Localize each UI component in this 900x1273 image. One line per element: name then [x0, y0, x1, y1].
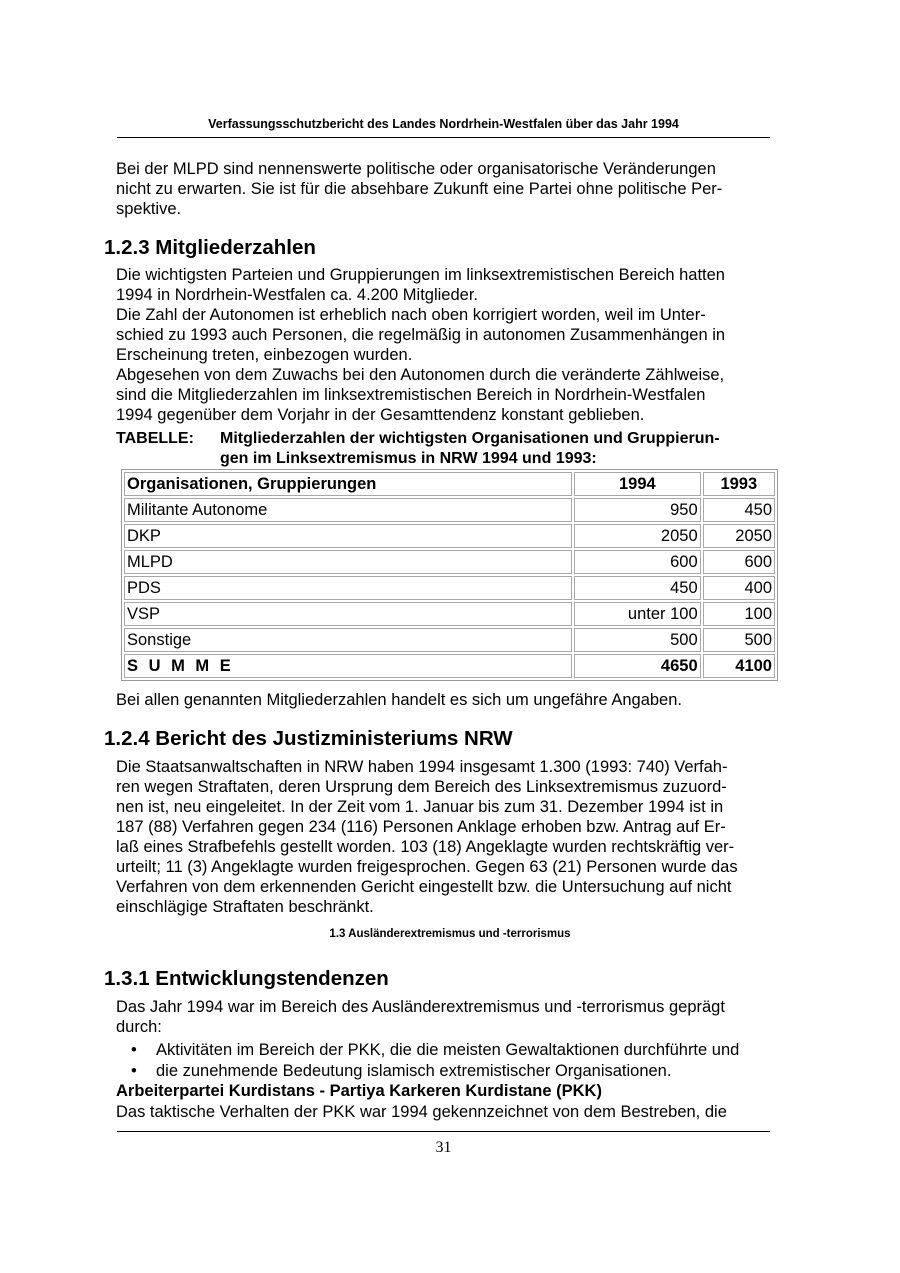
entwicklungstendenzen-paragraph	[116, 997, 776, 1037]
list-item	[116, 1061, 796, 1082]
table-total-row	[124, 654, 775, 678]
list-item	[116, 1040, 796, 1061]
cell-organisation: Sonstige	[124, 628, 572, 652]
column-header-1994: 1994	[574, 472, 701, 496]
text-line: laß eines Strafbefehls gestellt worden. 103 (18) Angeklagte wurden rechtskräftig ver-	[116, 838, 735, 856]
mitgliederzahlen-paragraph	[116, 265, 776, 425]
cell-organisation: MLPD	[124, 550, 572, 574]
membership-table	[121, 469, 778, 681]
cell-1994: 450	[574, 576, 701, 600]
pkk-paragraph: Das taktische Verhalten der PKK war 1994 gekennzeichnet von dem Bestreben, die	[116, 1103, 727, 1121]
cell-1993: 500	[703, 628, 775, 652]
text-line: durch:	[116, 1018, 162, 1036]
column-header-organisation: Organisationen, Gruppierungen	[124, 472, 572, 496]
text-line: gen im Linksextremismus in NRW 1994 und 1993:	[220, 450, 597, 467]
list-item-text: Aktivitäten im Bereich der PKK, die die meisten Gewaltaktionen durchführte und	[156, 1041, 740, 1059]
cell-1993: 600	[703, 550, 775, 574]
cell-organisation: VSP	[124, 602, 572, 626]
table-caption-text	[220, 429, 776, 469]
cell-total-label: S U M M E	[124, 654, 572, 678]
text-line: Die wichtigsten Parteien und Gruppierungen im linksextremistischen Bereich hatten	[116, 266, 725, 284]
cell-1993: 2050	[703, 524, 775, 548]
cell-organisation: DKP	[124, 524, 572, 548]
text-line: Die Zahl der Autonomen ist erheblich nach oben korrigiert worden, weil im Unter-	[116, 306, 706, 324]
running-header: Verfassungsschutzbericht des Landes Nordrhein-Westfalen über das Jahr 1994	[208, 117, 679, 131]
text-line: Das Jahr 1994 war im Bereich des Ausländerextremismus und -terrorismus geprägt	[116, 998, 725, 1016]
text-line: einschlägige Straftaten beschränkt.	[116, 898, 374, 916]
text-line: nicht zu erwarten. Sie ist für die absehbare Zukunft eine Partei ohne politische Per-	[116, 180, 723, 198]
pkk-heading: Arbeiterpartei Kurdistans - Partiya Karkeren Kurdistane (PKK)	[116, 1082, 602, 1100]
text-line: ren wegen Straftaten, deren Ursprung dem Bereich des Linksextremismus zuzuord-	[116, 778, 727, 796]
column-header-1993: 1993	[703, 472, 775, 496]
table-note: Bei allen genannten Mitgliederzahlen handelt es sich um ungefähre Angaben.	[116, 691, 682, 709]
cell-1994: 950	[574, 498, 701, 522]
table-header-row	[124, 472, 775, 496]
header-rule	[117, 137, 770, 138]
heading-entwicklungstendenzen: 1.3.1 Entwicklungstendenzen	[104, 967, 389, 990]
table-row	[124, 576, 775, 600]
intro-paragraph	[116, 159, 776, 219]
cell-total-1993: 4100	[703, 654, 775, 678]
footer-rule	[117, 1131, 770, 1132]
page-number: 31	[435, 1139, 452, 1156]
text-line: 1994 in Nordrhein-Westfalen ca. 4.200 Mitglieder.	[116, 286, 478, 304]
bullet-list	[116, 1040, 796, 1082]
text-line: Erscheinung treten, einbezogen wurden.	[116, 346, 413, 364]
heading-justizministerium: 1.2.4 Bericht des Justizministeriums NRW	[104, 727, 513, 750]
cell-organisation: PDS	[124, 576, 572, 600]
table-caption	[116, 429, 776, 467]
justizministerium-paragraph	[116, 757, 776, 917]
text-line: Die Staatsanwaltschaften in NRW haben 1994 insgesamt 1.300 (1993: 740) Verfah-	[116, 758, 728, 776]
cell-1993: 100	[703, 602, 775, 626]
text-line: Verfahren von dem erkennenden Gericht eingestellt bzw. die Untersuchung auf nicht	[116, 878, 732, 896]
cell-organisation: Militante Autonome	[124, 498, 572, 522]
text-line: 187 (88) Verfahren gegen 234 (116) Personen Anklage erhoben bzw. Antrag auf Er-	[116, 818, 726, 836]
text-line: schied zu 1993 auch Personen, die regelmäßig in autonomen Zusammenhängen in	[116, 326, 726, 344]
list-item-text: die zunehmende Bedeutung islamisch extremistischer Organisationen.	[156, 1062, 672, 1080]
cell-1993: 400	[703, 576, 775, 600]
text-line: Mitgliederzahlen der wichtigsten Organisationen und Gruppierun-	[220, 430, 720, 447]
bullet-icon: •	[131, 1062, 137, 1080]
text-line: urteilt; 11 (3) Angeklagte wurden freigesprochen. Gegen 63 (21) Personen wurde das	[116, 858, 738, 876]
cell-total-1994: 4650	[574, 654, 701, 678]
table-row	[124, 628, 775, 652]
table-row	[124, 602, 775, 626]
cell-1993: 450	[703, 498, 775, 522]
table-caption-label: TABELLE:	[116, 430, 194, 447]
bullet-icon: •	[131, 1041, 137, 1059]
subheading-auslaenderextremismus: 1.3 Ausländerextremismus und -terrorismus	[329, 928, 571, 940]
text-line: 1994 gegenüber dem Vorjahr in der Gesamttendenz konstant geblieben.	[116, 406, 645, 424]
text-line: nen ist, neu eingeleitet. In der Zeit vom 1. Januar bis zum 31. Dezember 1994 ist in	[116, 798, 724, 816]
cell-1994: 500	[574, 628, 701, 652]
text-line: Bei der MLPD sind nennenswerte politische oder organisatorische Veränderungen	[116, 160, 716, 178]
heading-mitgliederzahlen: 1.2.3 Mitgliederzahlen	[104, 236, 316, 259]
text-line: spektive.	[116, 200, 182, 218]
cell-1994: 600	[574, 550, 701, 574]
table-row	[124, 550, 775, 574]
text-line: sind die Mitgliederzahlen im linksextremistischen Bereich in Nordrhein-Westfalen	[116, 386, 706, 404]
text-line: Abgesehen von dem Zuwachs bei den Autonomen durch die veränderte Zählweise,	[116, 366, 725, 384]
table-row	[124, 498, 775, 522]
table-row	[124, 524, 775, 548]
cell-1994: 2050	[574, 524, 701, 548]
cell-1994: unter 100	[574, 602, 701, 626]
